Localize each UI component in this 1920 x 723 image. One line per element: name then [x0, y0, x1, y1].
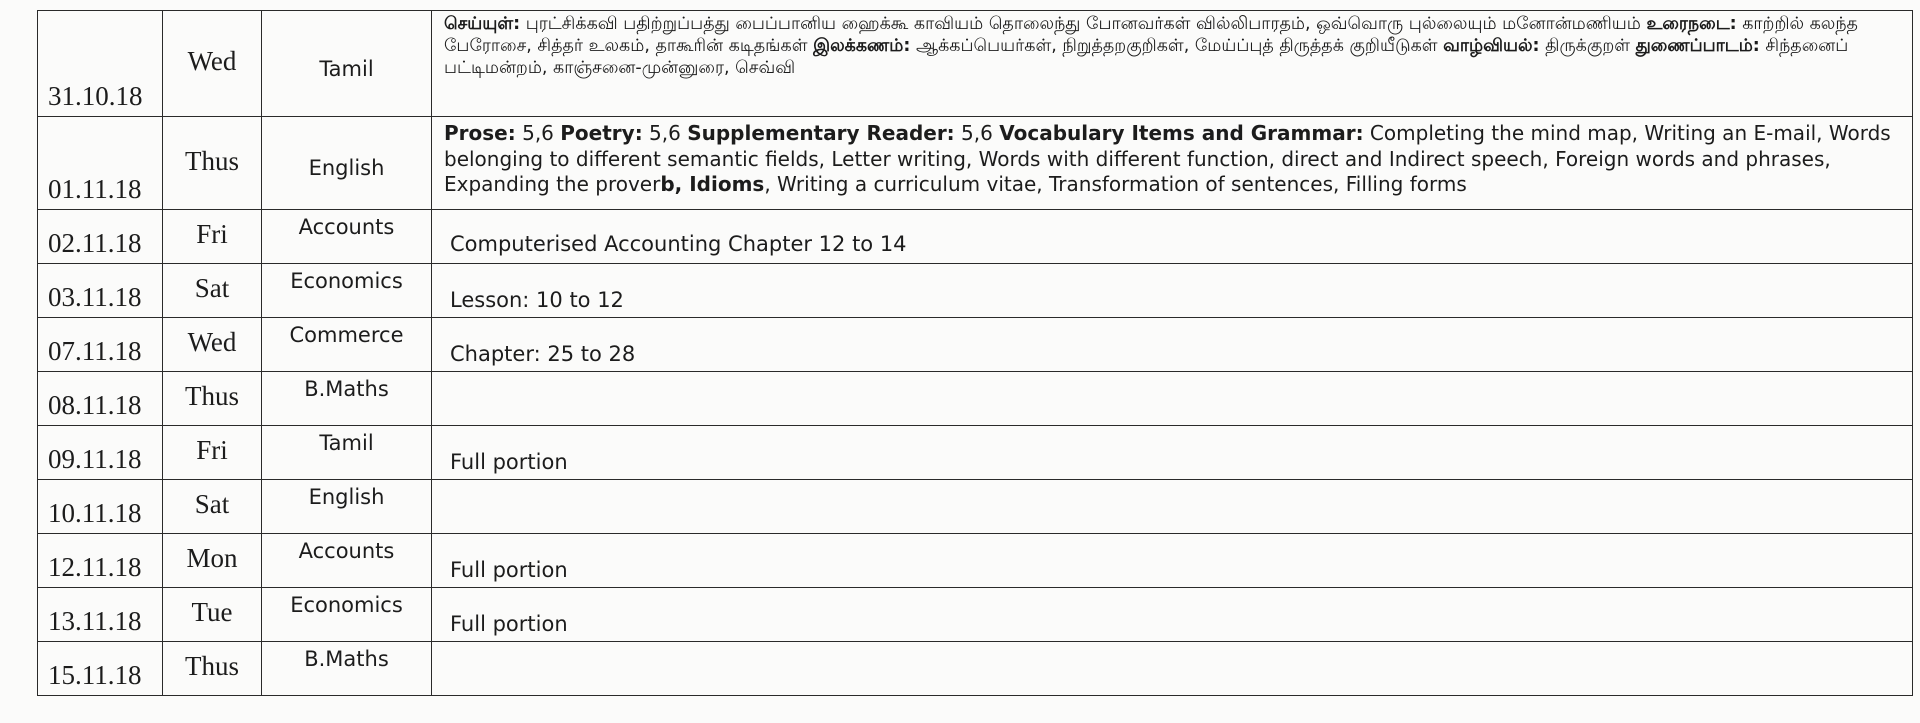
subject-cell: Tamil — [262, 426, 432, 480]
date-cell: 12.11.18 — [38, 534, 163, 588]
day-cell: Wed — [163, 318, 262, 372]
subject-cell: English — [262, 480, 432, 534]
portion-label: Prose: — [444, 121, 516, 145]
date-cell: 07.11.18 — [38, 318, 163, 372]
portion-cell — [432, 117, 1913, 210]
day-cell: Tue — [163, 588, 262, 642]
portion-text: புரட்சிக்கவி பதிற்றுப்பத்து பைப்பானிய ஹைக்கூ காவியம் தொலைந்து போனவர்கள் வில்லிபாரதம், ஒவ்வொரு புல்லையும் மனோன்மணியம் — [520, 14, 1647, 34]
day-cell: Mon — [163, 534, 262, 588]
table-row — [38, 318, 1913, 372]
portion-label: இலக்கணம்: — [813, 36, 911, 57]
day-cell: Fri — [163, 210, 262, 264]
date-cell: 15.11.18 — [38, 642, 163, 696]
portion-label: Poetry: — [560, 121, 643, 145]
subject-cell: Tamil — [262, 11, 432, 117]
day-cell: Fri — [163, 426, 262, 480]
table-row — [38, 642, 1913, 696]
portion-label: துணைப்பாடம்: — [1635, 36, 1760, 57]
table-row — [38, 264, 1913, 318]
portion-cell: Chapter: 25 to 28 — [432, 318, 1913, 372]
subject-cell: Accounts — [262, 210, 432, 264]
date-cell: 09.11.18 — [38, 426, 163, 480]
portion-label: உரைநடை: — [1646, 14, 1737, 34]
subject-cell: English — [262, 117, 432, 210]
table-row — [38, 372, 1913, 426]
portion-text: , Writing a curriculum vitae, Transformation of sentences, Filling forms — [764, 172, 1467, 197]
subject-cell: B.Maths — [262, 372, 432, 426]
day-cell: Sat — [163, 480, 262, 534]
table-row — [38, 426, 1913, 480]
date-cell: 02.11.18 — [38, 210, 163, 264]
portion-text: 5,6 — [954, 121, 1000, 145]
day-cell: Thus — [163, 372, 262, 426]
date-cell: 31.10.18 — [38, 11, 163, 117]
portion-label: Supplementary Reader: — [687, 121, 955, 145]
subject-cell: Accounts — [262, 534, 432, 588]
table-row — [38, 210, 1913, 264]
portion-cell — [432, 480, 1913, 534]
portion-cell: Computerised Accounting Chapter 12 to 14 — [432, 210, 1913, 264]
table-row — [38, 534, 1913, 588]
portion-cell: Full portion — [432, 588, 1913, 642]
portion-cell: Full portion — [432, 534, 1913, 588]
portion-label: b, Idioms — [660, 172, 765, 197]
exam-schedule-table — [37, 10, 1913, 696]
date-cell: 01.11.18 — [38, 117, 163, 210]
table-row — [38, 588, 1913, 642]
portion-label: செய்யுள்: — [444, 14, 521, 34]
portion-text: காற்றில் கலந்த பேரோசை, சித்தர் உலகம், தாகூரின் கடிதங்கள் — [444, 14, 1858, 57]
day-cell: Wed — [163, 11, 262, 117]
day-cell: Sat — [163, 264, 262, 318]
day-cell: Thus — [163, 642, 262, 696]
date-cell: 03.11.18 — [38, 264, 163, 318]
portion-text: திருக்குறள் — [1539, 36, 1636, 57]
portion-text: 5,6 — [642, 121, 688, 145]
subject-cell: Economics — [262, 588, 432, 642]
subject-cell: Economics — [262, 264, 432, 318]
portion-text: 5,6 — [515, 121, 561, 145]
table-row — [38, 480, 1913, 534]
date-cell: 10.11.18 — [38, 480, 163, 534]
subject-cell: Commerce — [262, 318, 432, 372]
portion-text: ஆக்கப்பெயர்கள், நிறுத்தறகுறிகள், மேய்ப்புத் திருத்தக் குறியீடுகள் — [910, 36, 1444, 57]
date-cell: 13.11.18 — [38, 588, 163, 642]
portion-text: சிந்தனைப் பட்டிமன்றம், காஞ்சனை-முன்னுரை, செவ்வி — [444, 36, 1849, 79]
portion-cell — [432, 642, 1913, 696]
table-row — [38, 11, 1913, 117]
portion-text: Completing the mind map, Writing an E-mail, Words belonging to different semantic fields, Letter writing, Words with different function, direct and Indirect speech, Foreign words and phrases, Expanding the prover — [444, 121, 1891, 197]
table-row — [38, 117, 1913, 210]
subject-cell: B.Maths — [262, 642, 432, 696]
portion-cell — [432, 372, 1913, 426]
portion-label: Vocabulary Items and Grammar: — [999, 121, 1364, 145]
portion-cell — [432, 11, 1913, 117]
portion-cell: Full portion — [432, 426, 1913, 480]
portion-cell: Lesson: 10 to 12 — [432, 264, 1913, 318]
day-cell: Thus — [163, 117, 262, 210]
portion-label: வாழ்வியல்: — [1443, 36, 1540, 57]
date-cell: 08.11.18 — [38, 372, 163, 426]
